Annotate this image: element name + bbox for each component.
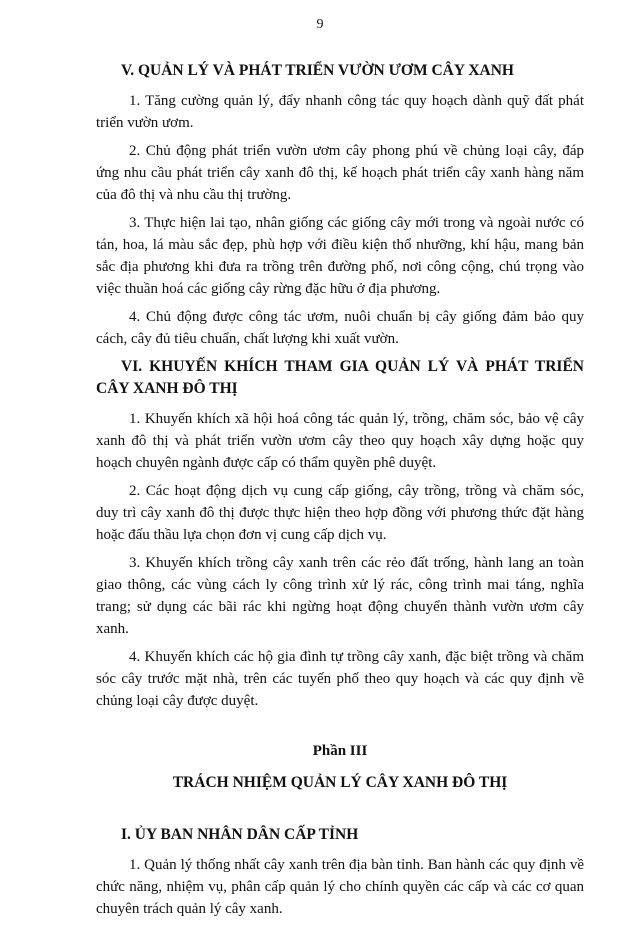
- section-v-paragraph-1: 1. Tăng cường quản lý, đẩy nhanh công tác quy hoạch dành quỹ đất phát triển vườn ươm.: [96, 93, 584, 131]
- section-i-paragraph-1: 1. Quản lý thống nhất cây xanh trên địa bàn tỉnh. Ban hành các quy định về chức năng, nhiệm vụ, phân cấp quản lý cho chính quyền các cấp và các cơ quan chuyên trách quản lý cây xanh.: [96, 857, 584, 917]
- page-content: [96, 60, 584, 926]
- section-vi-paragraph-1: 1. Khuyến khích xã hội hoá công tác quản lý, trồng, chăm sóc, bảo vệ cây xanh đô thị và phát triển vườn ươm cây theo quy hoạch xây dựng hoặc quy hoạch chuyên ngành được cấp có thẩm quyền phê duyệt.: [96, 411, 584, 471]
- part-iii-title: Phần III: [312, 743, 368, 759]
- section-v-paragraph-4: 4. Chủ động được công tác ươm, nuôi chuẩn bị cây giống đảm bảo quy cách, cây đủ tiêu chuẩn, chất lượng khi xuất vườn.: [96, 309, 584, 347]
- page-number: 9: [316, 17, 324, 32]
- section-vi-paragraph-3: 3. Khuyến khích trồng cây xanh trên các rẻo đất trống, hành lang an toàn giao thông, các vùng cách ly công trình xử lý rác, công trình mai táng, nghĩa trang; sử dụng các bãi rác khi ngừng hoạt động chuyển thành vườn ươm cây xanh.: [96, 555, 584, 637]
- section-v-heading: V. QUẢN LÝ VÀ PHÁT TRIỂN VƯỜN ƯƠM CÂY XANH: [121, 62, 514, 79]
- section-vi-paragraph-4: 4. Khuyến khích các hộ gia đình tự trồng cây xanh, đặc biệt trồng và chăm sóc cây trước mặt nhà, trên các tuyến phố theo quy hoạch và các quy định về chủng loại cây được duyệt.: [96, 649, 584, 709]
- section-vi-paragraph-2: 2. Các hoạt động dịch vụ cung cấp giống, cây trồng, trồng và chăm sóc, duy trì cây xanh đô thị được thực hiện theo hợp đồng với phương thức đặt hàng hoặc đấu thầu lựa chọn đơn vị cung cấp dịch vụ.: [96, 483, 584, 543]
- section-vi-heading: VI. KHUYẾN KHÍCH THAM GIA QUẢN LÝ VÀ PHÁT TRIỂN CÂY XANH ĐÔ THỊ: [96, 358, 584, 397]
- section-v-paragraph-3: 3. Thực hiện lai tạo, nhân giống các giống cây mới trong và ngoài nước có tán, hoa, lá màu sắc đẹp, phù hợp với điều kiện thổ nhưỡng, khí hậu, mang bản sắc địa phương khi đưa ra trồng trên đường phố, nơi công cộng, chú trọng vào việc thuần hoá các giống cây rừng đặc hữu ở địa phương.: [96, 215, 584, 297]
- part-iii-subtitle: TRÁCH NHIỆM QUẢN LÝ CÂY XANH ĐÔ THỊ: [172, 774, 508, 791]
- section-i-heading: I. ỦY BAN NHÂN DÂN CẤP TỈNH: [121, 826, 359, 843]
- section-v-paragraph-2: 2. Chủ động phát triển vườn ươm cây phong phú về chủng loại cây, đáp ứng nhu cầu phát triển cây xanh đô thị, kế hoạch phát triển cây xanh hàng năm của đô thị và nhu cầu thị trường.: [96, 143, 584, 203]
